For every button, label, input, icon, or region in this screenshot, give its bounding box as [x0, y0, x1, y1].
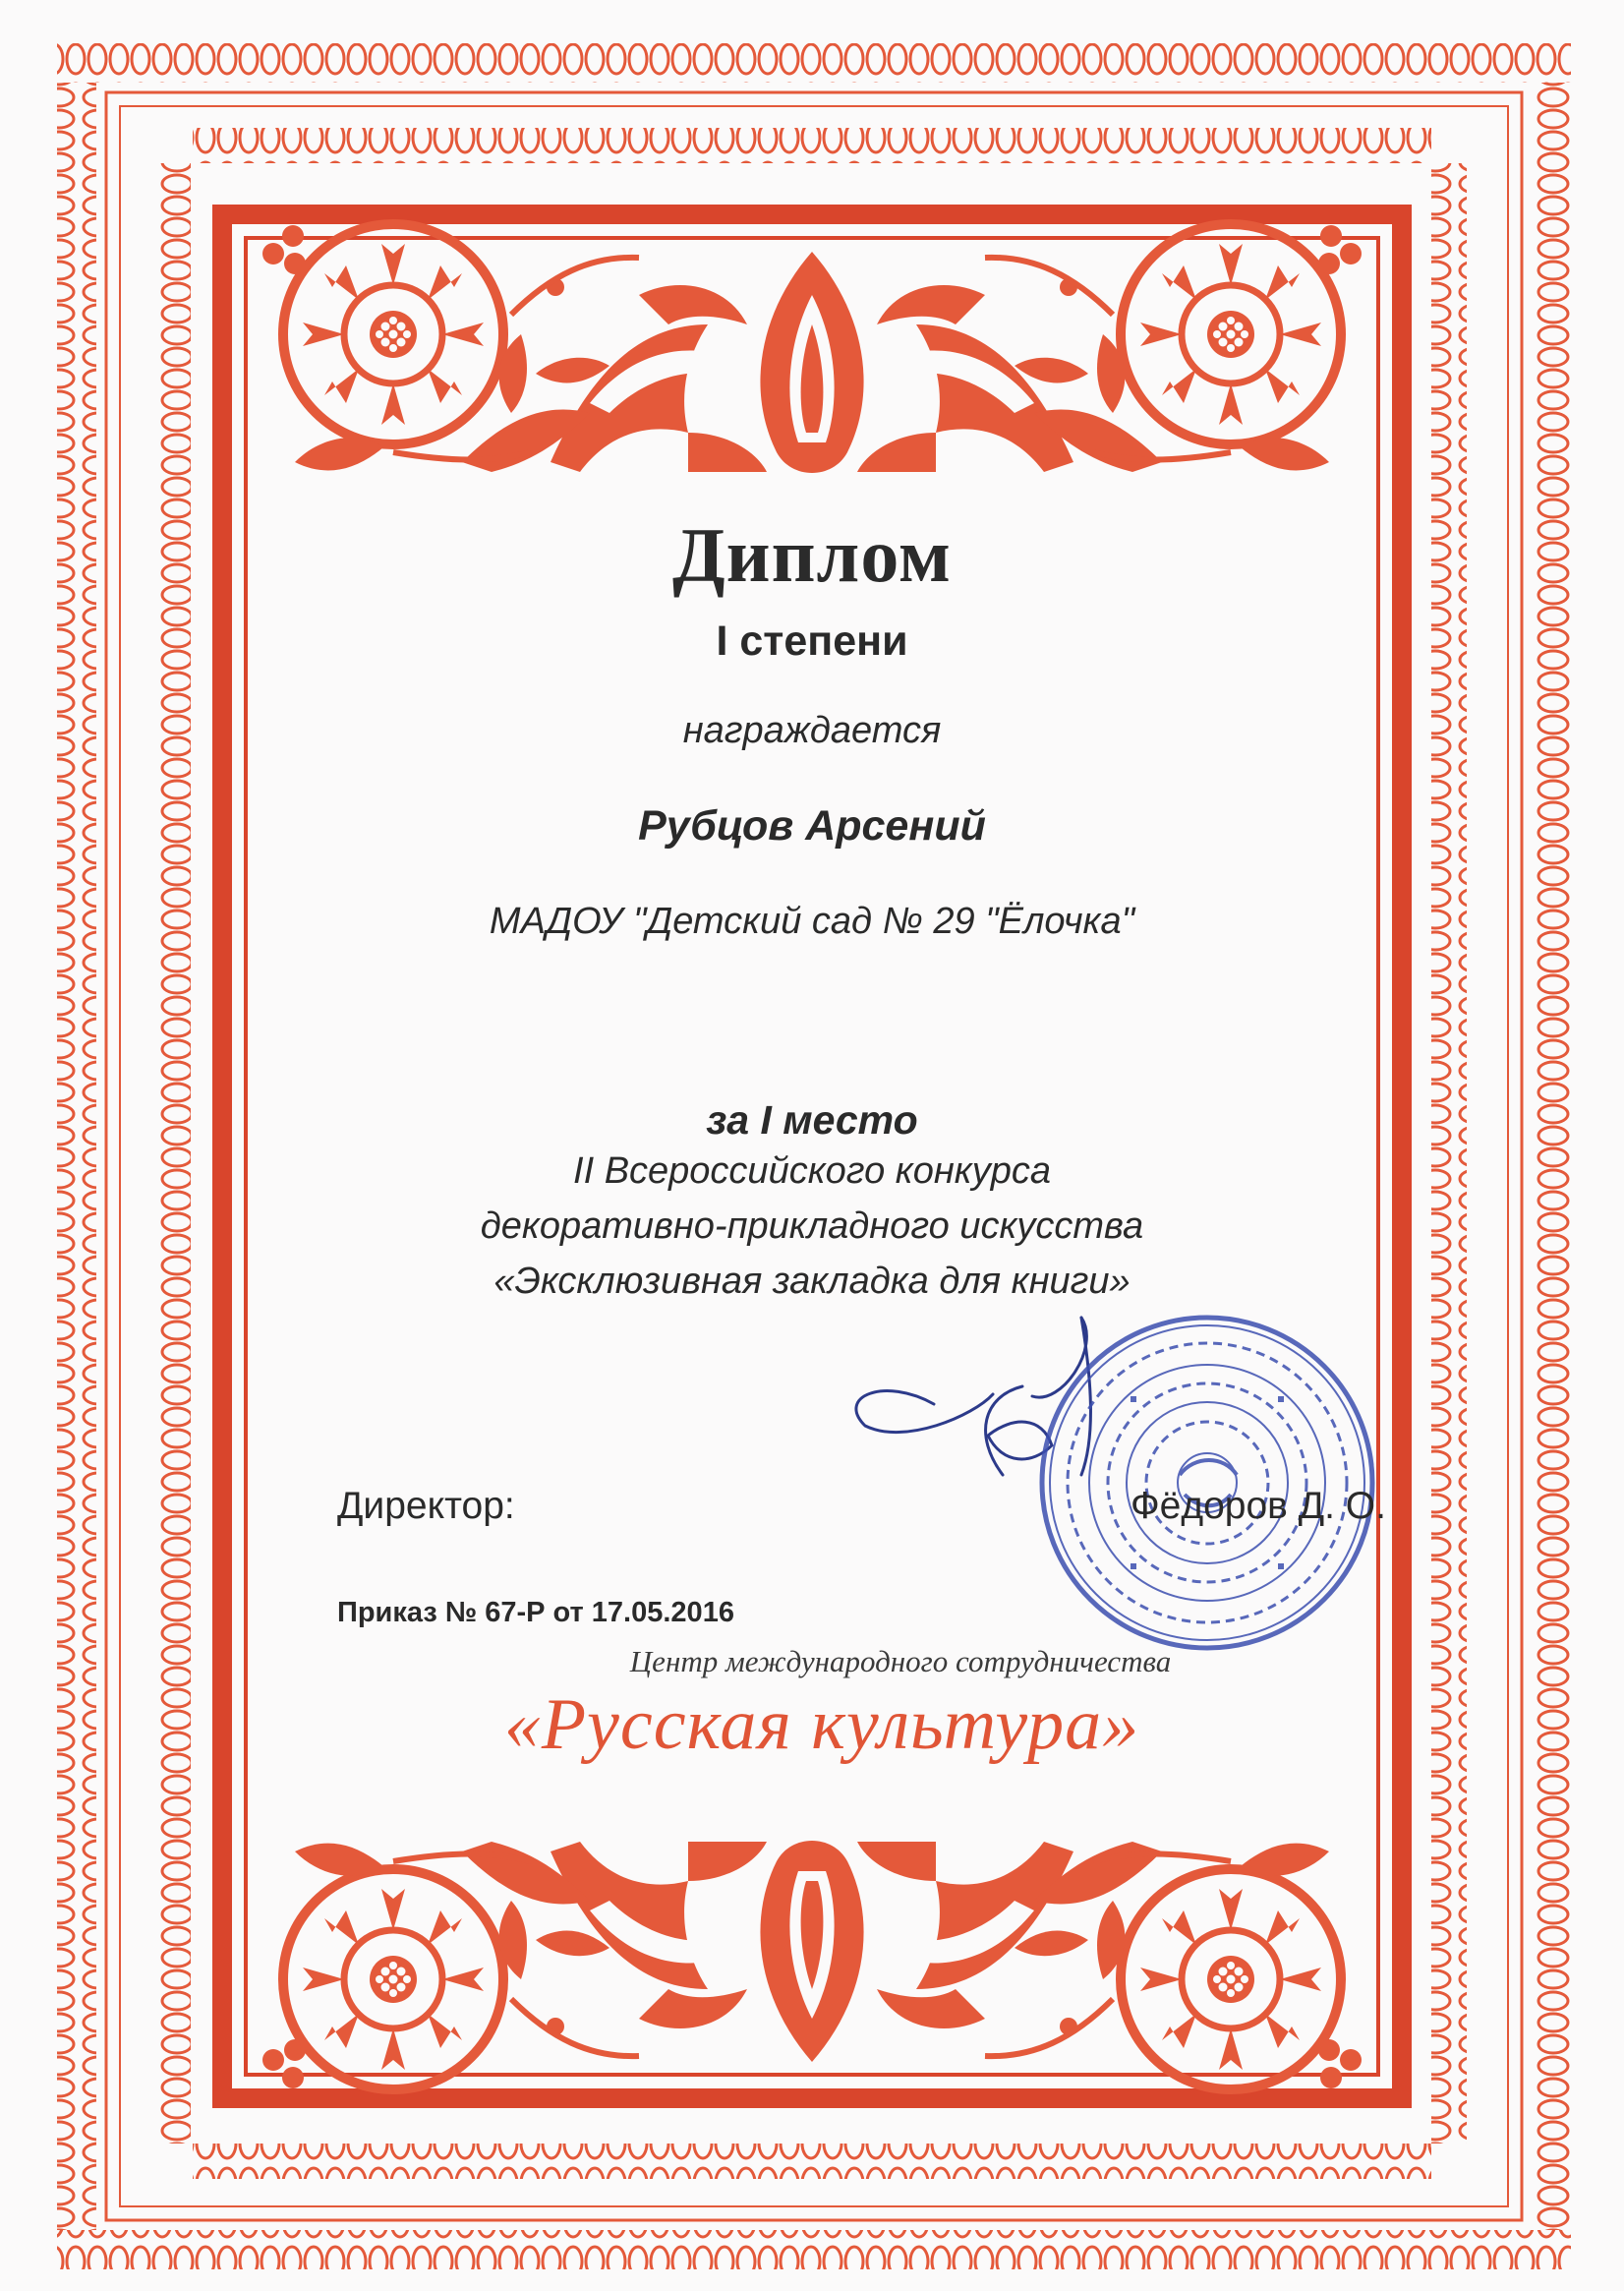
recipient-name: Рубцов Арсений — [638, 802, 986, 850]
order-number: Приказ № 67-Р от 17.05.2016 — [337, 1597, 734, 1628]
official-stamp — [1042, 1318, 1372, 1648]
director-signature — [856, 1318, 1091, 1475]
brand-name: «Русская культура» — [503, 1684, 1140, 1765]
awarded-text: награждается — [682, 710, 942, 751]
contest-line-2: декоративно-прикладного искусства — [480, 1205, 1144, 1247]
recipient-organization: МАДОУ "Детский сад № 29 "Ёлочка" — [489, 901, 1135, 942]
contest-line-1: II Всероссийского конкурса — [573, 1150, 1051, 1192]
diploma-degree: I степени — [716, 617, 908, 665]
director-name: Фёдоров Д. О. — [1131, 1485, 1386, 1527]
bottom-ornament — [262, 1841, 1362, 2089]
contest-line-3: «Эксклюзивная закладка для книги» — [493, 1261, 1131, 1302]
award-place: за I место — [706, 1097, 918, 1143]
diploma-title: Диплом — [672, 512, 952, 598]
director-label: Директор: — [337, 1485, 515, 1527]
center-name: Центр международного сотрудничества — [629, 1644, 1172, 1678]
top-ornament — [262, 224, 1362, 473]
